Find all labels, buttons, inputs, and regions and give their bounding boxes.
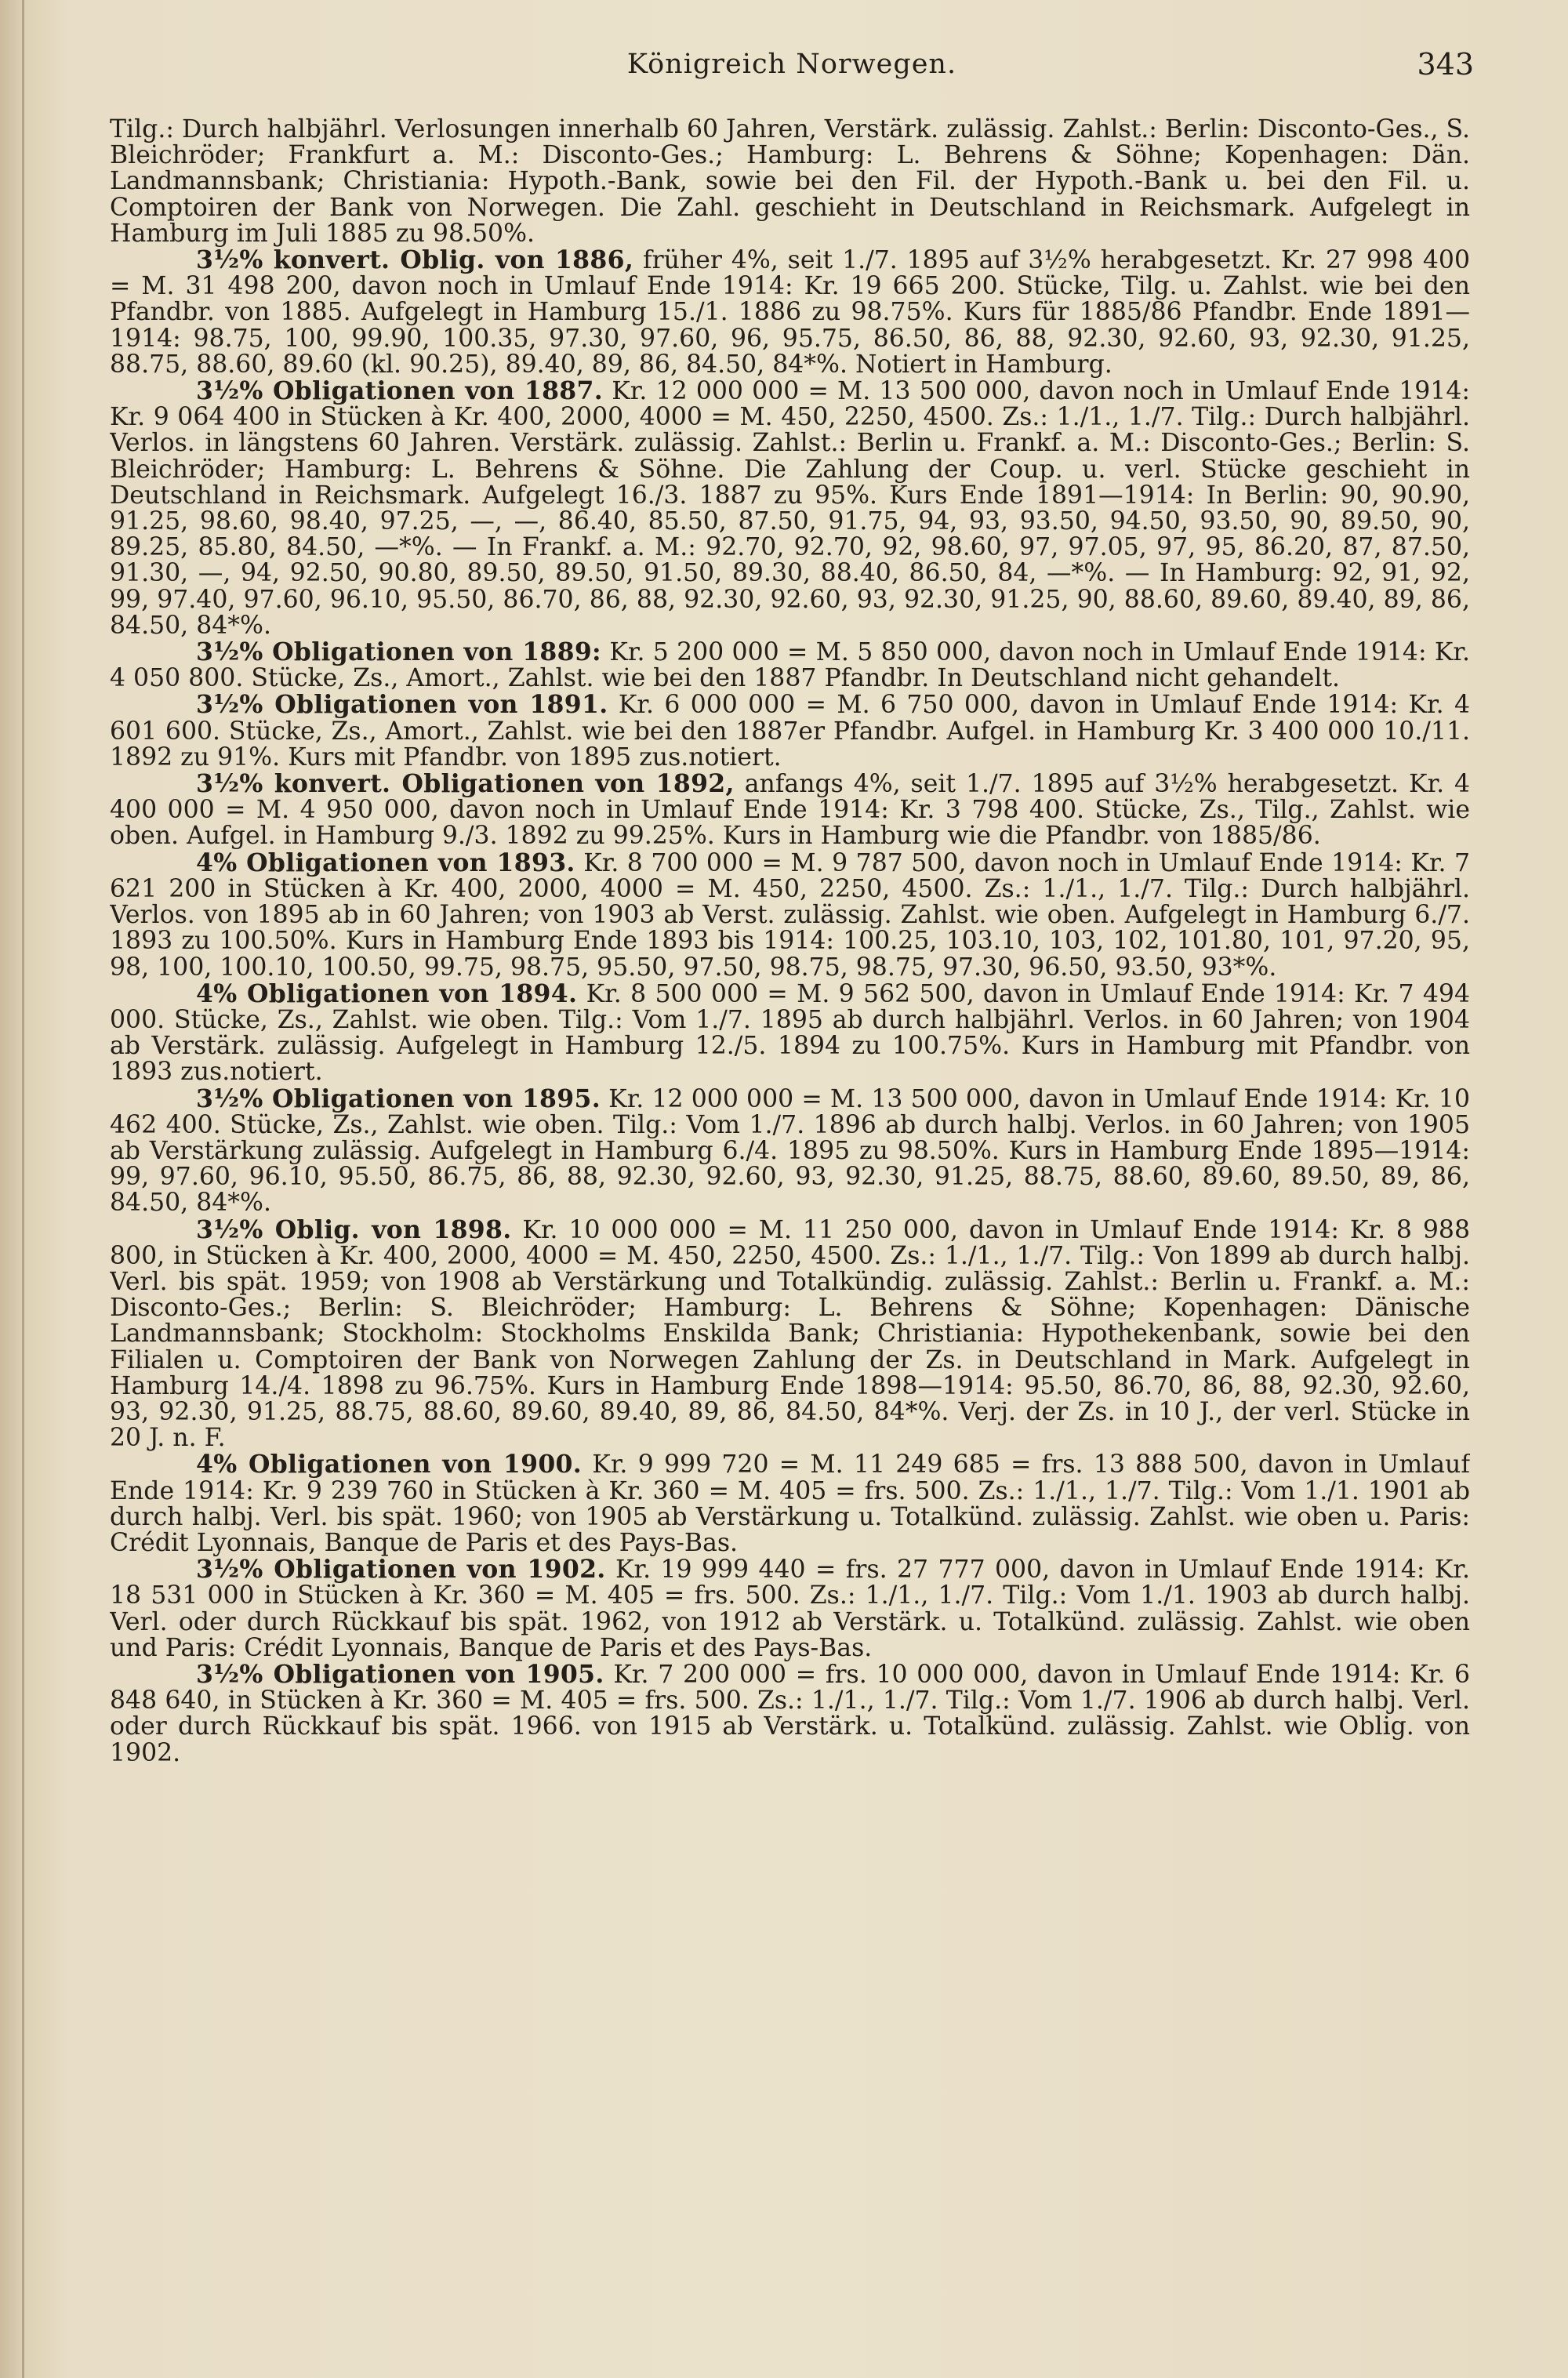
entry-paragraph (110, 978, 1470, 1087)
entry-paragraph (110, 639, 1470, 692)
page-body (110, 116, 1470, 2311)
entry-heading: 3½% konvert. Oblig. von 1886, (196, 245, 634, 275)
entry-paragraph (110, 116, 1470, 247)
entry-text: Kr. 12 000 000 = M. 13 500 000, davon noch in Umlauf Ende 1914: Kr. 9 064 400 in Stücken à Kr. 400, 2000, 4000 = M. 450, 2250, 4500. Zs.: 1./1., 1./7. Tilg.: Durch halbjährl. Verlos. in längstens 60 Jahren. Verstärk. zulässig. Zahlst.: Berlin u. Frankf. a. M.: Disconto-Ges.; Berlin: S. Bleichröder; Hamburg: L. Behrens & Söhne. Die Zahlung der Coup. u. verl. Stücke geschieht in Deutschland in Reichsmark. Aufgelegt 16./3. 1887 zu 95%. Kurs Ende 1891—1914: In Berlin: 90, 90.90, 91.25, 98.60, 98.40, 97.25, —, —, 86.40, 85.50, 87.50, 91.75, 94, 93, 93.50, 94.50, 93.50, 90, 89.50, 90, 89.25, 85.80, 84.50, —*%. — In Frankf. a. M.: 92.70, 92.70, 92, 98.60, 97, 97.05, 97, 95, 86.20, 87, 87.50, 91.30, —, 94, 92.50, 90.80, 89.50, 89.50, 91.50, 89.30, 88.40, 86.50, 84, —*%. — In Hamburg: 92, 91, 92, 99, 97.40, 97.60, 96.10, 95.50, 86.70, 86, 88, 92.30, 92.60, 93, 92.30, 91.25, 90, 88.60, 89.60, 89.40, 89, 86, 84.50, 84*%. (110, 377, 1470, 640)
entry-heading: 3½% konvert. Obligationen von 1892, (196, 769, 735, 799)
entry-text: Kr. 8 700 000 = M. 9 787 500, davon noch in Umlauf Ende 1914: Kr. 7 621 200 in Stücken à Kr. 400, 2000, 4000 = M. 450, 2250, 4500. Zs.: 1./1., 1./7. Tilg.: Durch halbjährl. Verlos. von 1895 ab in 60 Jahren; von 1903 ab Verst. zulässig. Zahlst. wie oben. Aufgelegt in Hamburg 6./7. 1893 zu 100.50%. Kurs in Hamburg Ende 1893 bis 1914: 100.25, 103.10, 103, 102, 101.80, 101, 97.20, 95, 98, 100, 100.10, 100.50, 99.75, 98.75, 95.50, 97.50, 98.75, 98.75, 97.30, 96.50, 93.50, 93*%. (110, 848, 1470, 982)
entry-text: Kr. 19 999 440 = frs. 27 777 000, davon in Umlauf Ende 1914: Kr. 18 531 000 in Stücken à Kr. 360 = M. 405 = frs. 500. Zs.: 1./1., 1./7. Tilg.: Vom 1./1. 1903 ab durch halbj. Verl. oder durch Rückkauf bis spät. 1962, von 1912 ab Verstärk. u. Totalkünd. zulässig. Zahlst. wie oben und Paris: Crédit Lyonnais, Banque de Paris et des Pays-Bas. (110, 1556, 1470, 1662)
entry-text: Kr. 8 500 000 = M. 9 562 500, davon in Umlauf Ende 1914: Kr. 7 494 000. Stücke, Zs., Zahlst. wie oben. Tilg.: Vom 1./7. 1895 ab durch halbjährl. Verlos. in 60 Jahren; von 1904 ab Verstärk. zulässig. Aufgelegt in Hamburg 12./5. 1894 zu 100.75%. Kurs in Hamburg mit Pfandbr. von 1893 zus.notiert. (110, 979, 1470, 1087)
entry-heading: 3½% Obligationen von 1905. (196, 1659, 604, 1689)
entry-heading: 3½% Obligationen von 1887. (196, 376, 603, 406)
entry-text: Kr. 6 000 000 = M. 6 750 000, davon in Umlauf Ende 1914: Kr. 4 601 600. Stücke, Zs., Amort., Zahlst. wie bei den 1887er Pfandbr. Aufgel. in Hamburg Kr. 3 400 000 10./11. 1892 zu 91%. Kurs mit Pfandbr. von 1895 zus.notiert. (110, 691, 1470, 771)
entry-heading: 4% Obligationen von 1893. (196, 848, 575, 877)
entry-heading: 3½% Obligationen von 1891. (196, 690, 608, 720)
entry-paragraph (110, 692, 1470, 771)
entry-paragraph (110, 247, 1470, 378)
header-title: Königreich Norwegen. (626, 49, 957, 80)
entry-heading: 4% Obligationen von 1900. (196, 1450, 583, 1479)
page-number: 343 (1417, 47, 1474, 82)
entry-paragraph (110, 850, 1470, 981)
entry-heading: 3½% Obligationen von 1902. (196, 1555, 606, 1585)
binding-gutter (22, 0, 24, 2378)
entry-paragraph (110, 1451, 1470, 1556)
entry-paragraph (110, 771, 1470, 850)
entry-text: Tilg.: Durch halbjährl. Verlosungen innerhalb 60 Jahren, Verstärk. zulässig. Zahlst.: Berlin: Disconto-Ges., S. Bleichröder; Frankfurt a. M.: Disconto-Ges.; Hamburg: L. Behrens & Söhne; Kopenhagen: Dän. Landmannsbank; Christiania: Hypoth.-Bank, sowie bei den Fil. der Hypoth.-Bank u. bei den Fil. u. Comptoiren der Bank von Norwegen. Die Zahl. geschieht in Deutschland in Reichsmark. Aufgelegt in Hamburg im Juli 1885 zu 98.50%. (110, 116, 1470, 248)
entry-paragraph (110, 1661, 1470, 1766)
entry-paragraph (110, 1214, 1470, 1453)
entry-heading: 4% Obligationen von 1894. (196, 978, 578, 1008)
entry-heading: 3½% Obligationen von 1895. (196, 1084, 601, 1113)
entry-text: Kr. 5 200 000 = M. 5 850 000, davon noch in Umlauf Ende 1914: Kr. 4 050 800. Stücke, Zs., Amort., Zahlst. wie bei den 1887 Pfandbr. In Deutschland nicht gehandelt. (110, 638, 1470, 693)
running-header (110, 49, 1474, 96)
entry-paragraph (110, 1086, 1470, 1217)
entry-text: anfangs 4%, seit 1./7. 1895 auf 3½% herabgesetzt. Kr. 4 400 000 = M. 4 950 000, davon noch in Umlauf Ende 1914: Kr. 3 798 400. Stücke, Zs., Tilg., Zahlst. wie oben. Aufgel. in Hamburg 9./3. 1892 zu 99.25%. Kurs in Hamburg wie die Pfandbr. von 1885/86. (110, 770, 1470, 851)
entry-text: Kr. 7 200 000 = frs. 10 000 000, davon in Umlauf Ende 1914: Kr. 6 848 640, in Stücken à Kr. 360 = M. 405 = frs. 500. Zs.: 1./1., 1./7. Tilg.: Vom 1./7. 1906 ab durch halbj. Verl. oder durch Rückkauf bis spät. 1966. von 1915 ab Verstärk. u. Totalkünd. zulässig. Zahlst. wie Oblig. von 1902. (110, 1660, 1470, 1767)
entry-text: Kr. 12 000 000 = M. 13 500 000, davon in Umlauf Ende 1914: Kr. 10 462 400. Stücke, Zs., Zahlst. wie oben. Tilg.: Vom 1./7. 1896 ab durch halbj. Verlos. in 60 Jahren; von 1905 ab Verstärkung zulässig. Aufgelegt in Hamburg 6./4. 1895 zu 98.50%. Kurs in Hamburg Ende 1895—1914: 99, 97.60, 96.10, 95.50, 86.75, 86, 88, 92.30, 92.60, 93, 92.30, 91.25, 88.75, 88.60, 89.60, 89.50, 89, 86, 84.50, 84*%. (110, 1084, 1470, 1218)
entry-heading: 3½% Obligationen von 1889: (196, 637, 601, 667)
entry-text: früher 4%, seit 1./7. 1895 auf 3½% herabgesetzt. Kr. 27 998 400 = M. 31 498 200, davon noch in Umlauf Ende 1914: Kr. 19 665 200. Stücke, Tilg. u. Zahlst. wie bei den Pfandbr. von 1885. Aufgelegt in Hamburg 15./1. 1886 zu 98.75%. Kurs für 1885/86 Pfandbr. Ende 1891—1914: 98.75, 100, 99.90, 100.35, 97.30, 97.60, 96, 95.75, 86.50, 86, 88, 92.30, 92.60, 93, 92.30, 91.25, 88.75, 88.60, 89.60 (kl. 90.25), 89.40, 89, 86, 84.50, 84*%. Notiert in Hamburg. (110, 246, 1470, 379)
entry-text: Kr. 10 000 000 = M. 11 250 000, davon in Umlauf Ende 1914: Kr. 8 988 800, in Stücken à Kr. 400, 2000, 4000 = M. 450, 2250, 4500. Zs.: 1./1., 1./7. Tilg.: Von 1899 ab durch halbj. Verl. bis spät. 1959; von 1908 ab Verstärkung und Totalkündig. zulässig. Zahlst.: Berlin u. Frankf. a. M.: Disconto-Ges.; Berlin: S. Bleichröder; Hamburg: L. Behrens & Söhne; Kopenhagen: Dänische Landmannsbank; Stockholm: Stockholms Enskilda Bank; Christiania: Hypothekenbank, sowie bei den Filialen u. Comptoiren der Bank von Norwegen Zahlung der Zs. in Deutschland in Mark. Aufgelegt in Hamburg 14./4. 1898 zu 96.75%. Kurs in Hamburg Ende 1898—1914: 95.50, 86.70, 86, 88, 92.30, 92.60, 93, 92.30, 91.25, 88.75, 88.60, 89.60, 89.40, 89, 86, 84.50, 84*%. Verj. der Zs. in 10 J., der verl. Stücke in 20 J. n. F. (110, 1215, 1470, 1453)
entry-text: Kr. 9 999 720 = M. 11 249 685 = frs. 13 888 500, davon in Umlauf Ende 1914: Kr. 9 239 760 in Stücken à Kr. 360 = M. 405 = frs. 500. Zs.: 1./1., 1./7. Tilg.: Vom 1./1. 1901 ab durch halbj. Verl. bis spät. 1960; von 1905 ab Verstärkung u. Totalkünd. zulässig. Zahlst. wie oben u. Paris: Crédit Lyonnais, Banque de Paris et des Pays-Bas. (110, 1450, 1470, 1557)
entry-paragraph (110, 1556, 1470, 1661)
entry-paragraph (110, 378, 1470, 639)
entry-heading: 3½% Oblig. von 1898. (196, 1214, 512, 1244)
